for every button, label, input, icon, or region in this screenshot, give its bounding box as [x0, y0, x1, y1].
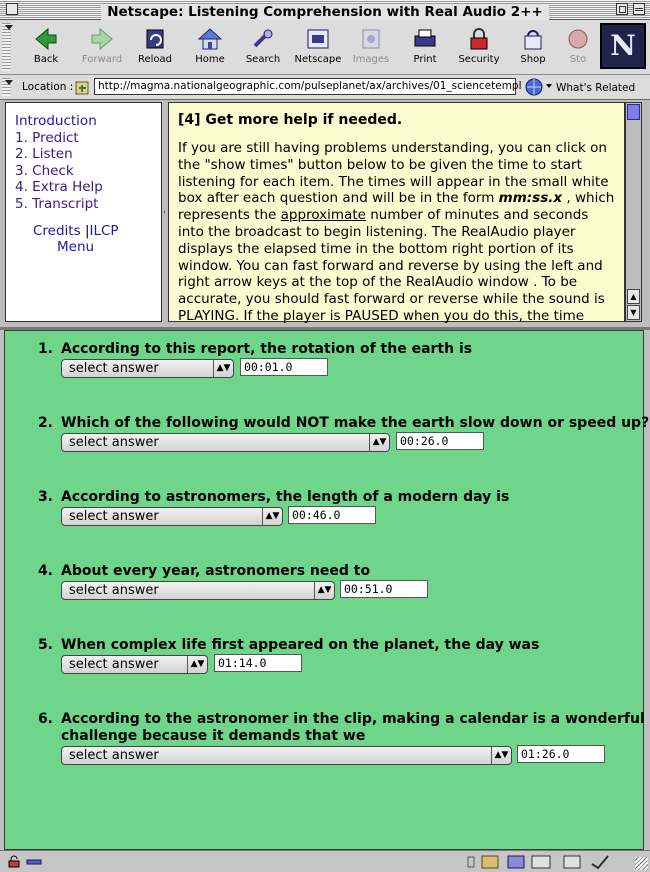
related-globe-icon: [524, 78, 554, 96]
question-text: According to this report, the rotation of the earth is: [61, 341, 473, 357]
print-icon: [411, 26, 439, 52]
question-text: Which of the following would NOT make the earth slow down or speed up?: [61, 415, 650, 431]
answer-select[interactable]: [61, 507, 283, 526]
zoom-box-icon[interactable]: [616, 3, 628, 15]
answer-select[interactable]: [61, 433, 390, 452]
select-arrows-icon: ▲▼: [262, 508, 282, 525]
time-box[interactable]: 00:51.0: [340, 580, 428, 598]
nav-link-introduction[interactable]: Introduction: [15, 113, 97, 129]
time-format-text: mm:ss.x: [498, 190, 563, 207]
select-arrows-icon: ▲▼: [491, 747, 511, 764]
credits-separator: |: [84, 222, 90, 239]
question-number: 6.: [37, 711, 53, 727]
question-5: [5, 637, 641, 697]
question-number: 5.: [37, 637, 53, 653]
lock-icon: [465, 26, 493, 52]
answer-select[interactable]: [61, 746, 512, 765]
collapse-box-icon[interactable]: [633, 3, 645, 15]
question-6: [5, 711, 645, 771]
frame-resize-marker[interactable]: ›: [163, 208, 166, 216]
nav-link-check[interactable]: 3. Check: [15, 162, 74, 179]
question-text: About every year, astronomers need to: [61, 563, 371, 579]
location-label: Location :: [22, 81, 74, 93]
stop-button[interactable]: [558, 24, 598, 72]
back-button[interactable]: [18, 24, 74, 72]
nav-link-listen[interactable]: 2. Listen: [15, 146, 73, 163]
time-box[interactable]: 00:01.0: [240, 358, 328, 376]
images-button[interactable]: [343, 24, 399, 72]
component-bar-icons[interactable]: [466, 854, 626, 870]
reload-button[interactable]: [127, 24, 183, 72]
security-status-icon[interactable]: [8, 856, 22, 868]
nav-link-extra-help[interactable]: 4. Extra Help: [15, 179, 103, 196]
window-title-bar[interactable]: [0, 0, 650, 20]
select-value: select answer: [69, 361, 159, 376]
location-bar: [0, 75, 650, 100]
time-box[interactable]: 01:26.0: [517, 745, 605, 763]
shop-icon: [519, 26, 547, 52]
scroll-up-arrow-icon[interactable]: ▲: [627, 289, 640, 304]
select-arrows-icon: ▲▼: [213, 360, 233, 377]
help-scrollbar[interactable]: [625, 102, 642, 322]
question-2: [5, 415, 650, 475]
question-text: When complex life first appeared on the planet, the day was: [61, 637, 540, 653]
location-grip[interactable]: [2, 78, 11, 96]
images-icon: [357, 26, 385, 52]
question-1: [5, 341, 641, 401]
select-value: select answer: [69, 748, 159, 763]
questions-frame: [4, 330, 650, 850]
reload-label: Reload: [137, 54, 173, 65]
stop-label: Sto: [569, 54, 587, 65]
select-arrows-icon: ▲▼: [187, 656, 207, 673]
search-icon: [249, 26, 277, 52]
select-arrows-icon: ▲▼: [369, 434, 389, 451]
netscape-icon: [304, 26, 332, 52]
credits-link[interactable]: Credits: [33, 222, 81, 239]
scroll-thumb[interactable]: [627, 104, 640, 120]
nav-frame: [5, 102, 162, 322]
nav-link-transcript[interactable]: 5. Transcript: [15, 195, 99, 212]
ilcp-link[interactable]: ILCP: [89, 222, 119, 239]
question-number: 2.: [37, 415, 53, 431]
question-text: According to astronomers, the length of a modern day is: [61, 489, 510, 505]
reload-icon: [141, 26, 169, 52]
back-label: Back: [33, 54, 59, 65]
question-number: 1.: [37, 341, 53, 357]
navigation-toolbar: [0, 20, 650, 75]
select-value: select answer: [69, 435, 159, 450]
answer-select[interactable]: [61, 359, 234, 378]
back-arrow-icon: [32, 26, 60, 52]
home-label: Home: [195, 54, 225, 65]
home-icon: [196, 26, 224, 52]
help-frame: [168, 102, 625, 322]
scroll-down-arrow-icon[interactable]: ▼: [627, 305, 640, 320]
security-button[interactable]: [451, 24, 507, 72]
logo-letter: N: [610, 29, 636, 62]
home-button[interactable]: [182, 24, 238, 72]
approximate-text: approximate: [280, 207, 366, 224]
netscape-logo[interactable]: [600, 23, 646, 69]
select-value: select answer: [69, 583, 159, 598]
question-3: [5, 489, 641, 549]
stop-icon: [564, 26, 592, 52]
time-box[interactable]: 01:14.0: [214, 654, 302, 672]
status-bar: [0, 850, 650, 872]
search-button[interactable]: [235, 24, 291, 72]
help-heading: [4] Get more help if needed.: [178, 112, 403, 128]
print-button[interactable]: [397, 24, 453, 72]
forward-label: Forward: [81, 54, 123, 65]
shop-button[interactable]: [505, 24, 561, 72]
location-collapse-triangle-icon[interactable]: [5, 80, 13, 85]
menu-link[interactable]: Menu: [57, 239, 95, 256]
credits-block: [15, 223, 161, 256]
nav-link-predict[interactable]: 1. Predict: [15, 129, 79, 146]
window-title: Netscape: Listening Comprehension with Real Audio 2++: [0, 1, 650, 20]
time-box[interactable]: 00:46.0: [288, 506, 376, 524]
search-label: Search: [245, 54, 281, 65]
url-field[interactable]: http://magma.nationalgeographic.com/pulseplanet/ax/archives/01_sciencetempl: [94, 78, 516, 95]
toolbar-grip[interactable]: [2, 23, 11, 71]
content-frames: [0, 100, 650, 328]
page-proxy-icon[interactable]: [74, 79, 92, 96]
time-box[interactable]: 00:26.0: [396, 432, 484, 450]
netscape-button[interactable]: [290, 24, 346, 72]
images-label: Images: [352, 54, 390, 65]
question-4: [5, 563, 641, 623]
collapse-triangle-icon[interactable]: [5, 25, 13, 30]
forward-button[interactable]: [74, 24, 130, 72]
answer-select[interactable]: [61, 655, 208, 674]
security-label: Security: [458, 54, 500, 65]
question-text: According to the astronomer in the clip, making a calendar is a wonderful: [61, 711, 645, 727]
question-number: 3.: [37, 489, 53, 505]
whats-related-label: What's Related: [556, 82, 636, 94]
help-text-part2: , which represents the: [178, 190, 615, 224]
answer-select[interactable]: [61, 581, 335, 600]
help-text-part1: If you are still having problems understanding, you can click on the "show times" button below to be given the time to start listening for each item. The times will appear in the small white box after each question and will be in the form: [178, 140, 609, 207]
question-text-line2: challenge because it demands that we: [61, 728, 366, 744]
netscape-label: Netscape: [294, 54, 342, 65]
question-number: 4.: [37, 563, 53, 579]
connection-plug-icon[interactable]: [26, 856, 42, 868]
print-label: Print: [413, 54, 437, 65]
help-text-part3: number of minutes and seconds into the broadcast to begin listening. The RealAudio player displays the elapsed time in the bottom right portion of its window. You can fast forward and reverse by using the left and right arrow keys at the top of the RealAudio window . To be accurate, you should fast forward or reverse while the sound is PLAYING. If the player is PAUSED when you do this, the time: [178, 207, 605, 324]
select-value: select answer: [69, 657, 159, 672]
select-value: select answer: [69, 509, 159, 524]
shop-label: Shop: [520, 54, 546, 65]
help-text: [178, 140, 616, 342]
select-arrows-icon: ▲▼: [314, 582, 334, 599]
forward-arrow-icon: [88, 26, 116, 52]
progress-bar: [44, 856, 456, 866]
window-resize-grip[interactable]: [635, 857, 648, 870]
